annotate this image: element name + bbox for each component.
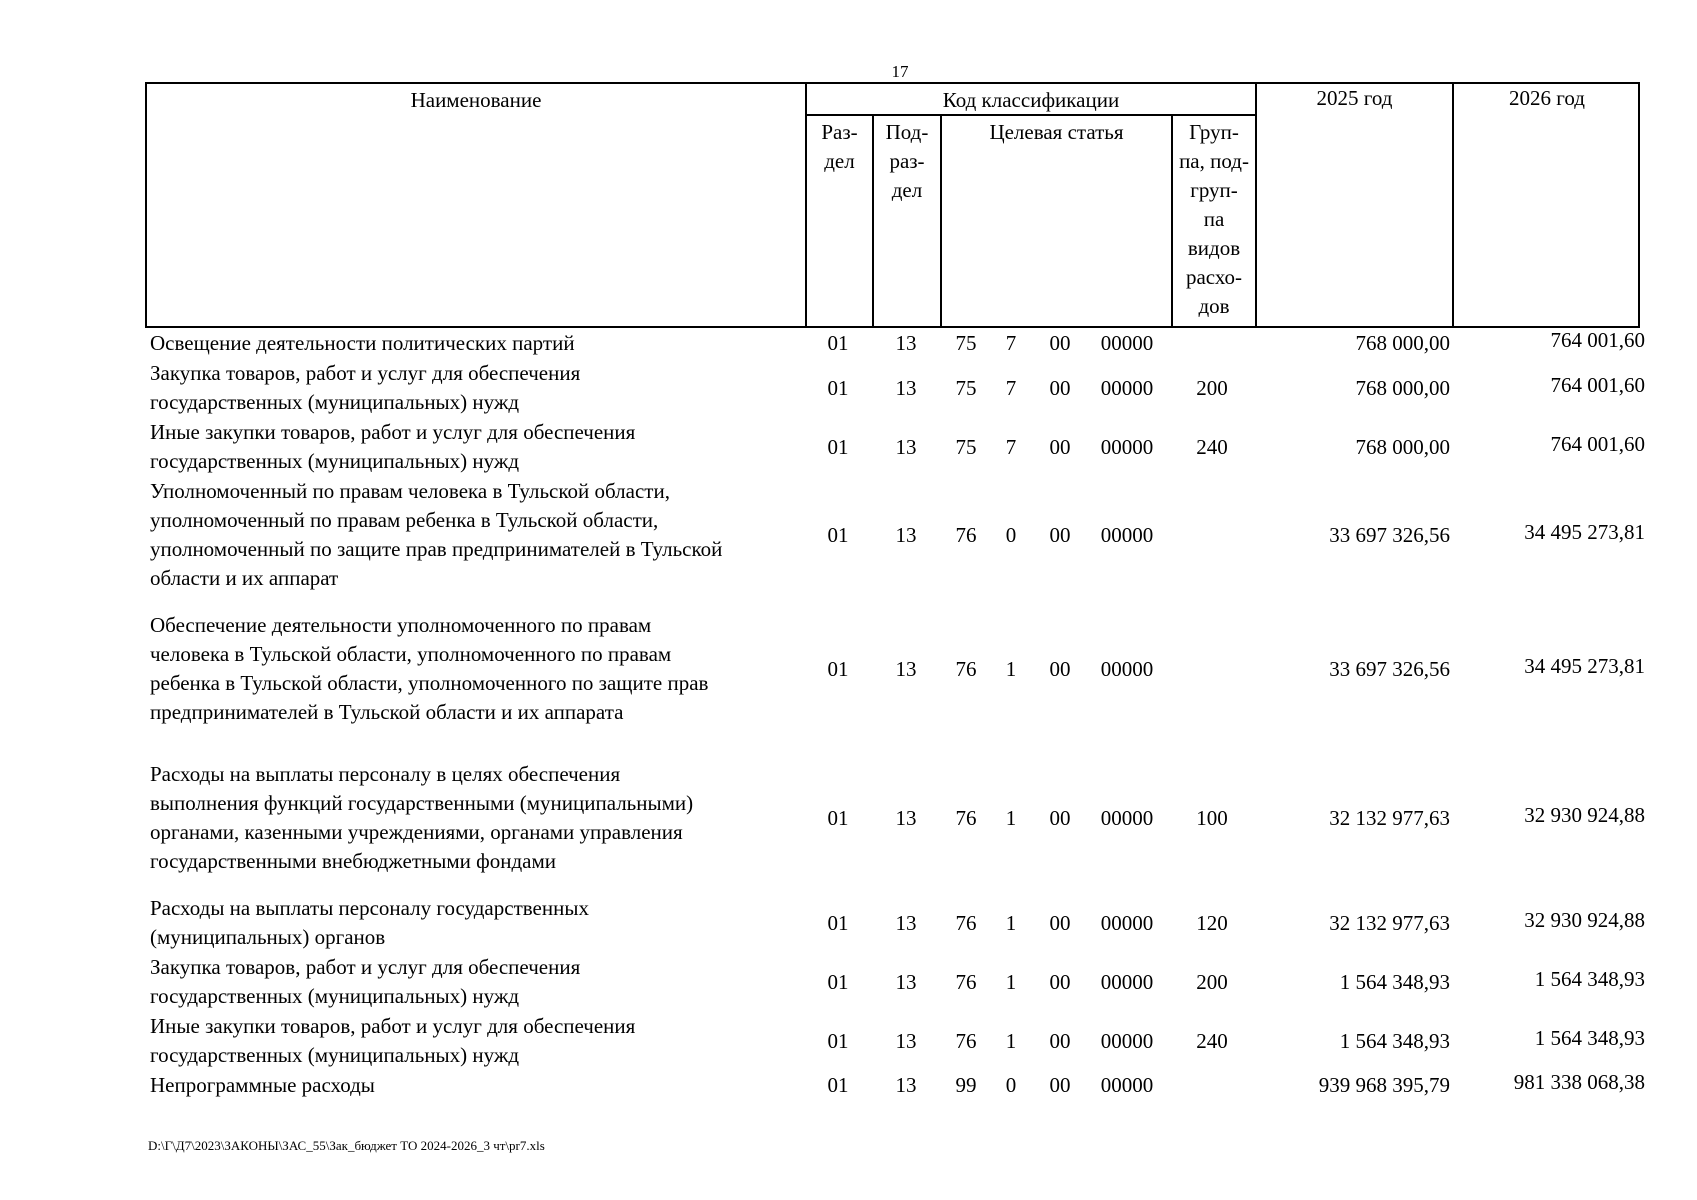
row-target-part1: 76 xyxy=(955,970,977,994)
row-group: 120 xyxy=(1196,911,1228,935)
row-amount-2025: 768 000,00 xyxy=(1355,435,1450,459)
row-amount-2026: 32 930 924,88 xyxy=(1524,803,1645,827)
row-target-part4: 00000 xyxy=(1100,331,1154,355)
row-target-part1: 76 xyxy=(955,523,977,547)
row-amount-2026: 34 495 273,81 xyxy=(1524,654,1645,678)
row-razdel: 01 xyxy=(827,806,849,830)
row-podrazdel: 13 xyxy=(895,657,917,681)
row-podrazdel: 13 xyxy=(895,331,917,355)
row-name-line: выполнения функций государственными (муниципальными) xyxy=(150,791,694,815)
row-amount-2026: 764 001,60 xyxy=(1550,373,1645,397)
row-name-line: Уполномоченный по правам человека в Тульской области, xyxy=(150,479,670,503)
header-razdel xyxy=(807,118,872,176)
row-group: 240 xyxy=(1196,435,1228,459)
row-target-part2: 7 xyxy=(1005,331,1017,355)
row-name xyxy=(150,418,800,476)
row-razdel: 01 xyxy=(827,1029,849,1053)
row-name xyxy=(150,1071,800,1100)
row-name-line: Закупка товаров, работ и услуг для обеспечения xyxy=(150,955,581,979)
row-name-line: уполномоченный по правам ребенка в Тульской области, xyxy=(150,508,659,532)
row-amount-2025: 768 000,00 xyxy=(1355,376,1450,400)
row-group: 200 xyxy=(1196,970,1228,994)
header-name: Наименование xyxy=(410,88,542,112)
row-target-part4: 00000 xyxy=(1100,1073,1154,1097)
divider xyxy=(1452,84,1454,328)
header-group-line: Груп- xyxy=(1189,120,1239,144)
row-razdel: 01 xyxy=(827,435,849,459)
row-name xyxy=(150,1012,800,1070)
row-amount-2025: 32 132 977,63 xyxy=(1329,806,1450,830)
row-target-part1: 76 xyxy=(955,806,977,830)
row-podrazdel: 13 xyxy=(895,806,917,830)
row-target-part1: 99 xyxy=(955,1073,977,1097)
row-target-part2: 0 xyxy=(1005,1073,1017,1097)
row-target-part1: 76 xyxy=(955,657,977,681)
header-group-line: па, под- xyxy=(1179,149,1249,173)
header-year-2025: 2025 год xyxy=(1316,86,1393,110)
row-name xyxy=(150,611,800,727)
row-target-part2: 1 xyxy=(1005,1029,1017,1053)
row-group: 240 xyxy=(1196,1029,1228,1053)
row-name xyxy=(150,953,800,1011)
row-name-line: предпринимателей в Тульской области и их аппарата xyxy=(150,700,624,724)
row-target-part4: 00000 xyxy=(1100,523,1154,547)
header-group-line: груп- xyxy=(1190,178,1238,202)
row-razdel: 01 xyxy=(827,657,849,681)
row-amount-2026: 981 338 068,38 xyxy=(1513,1070,1645,1094)
row-target-part4: 00000 xyxy=(1100,1029,1154,1053)
row-target-part2: 7 xyxy=(1005,435,1017,459)
row-amount-2026: 32 930 924,88 xyxy=(1524,908,1645,932)
row-name-line: государственных (муниципальных) нужд xyxy=(150,449,520,473)
row-name-line: Расходы на выплаты персоналу в целях обеспечения xyxy=(150,762,621,786)
header-razdel-line: дел xyxy=(824,149,855,173)
header-podrazdel-line: Под- xyxy=(885,120,929,144)
row-target-part4: 00000 xyxy=(1100,970,1154,994)
row-target-part3: 00 xyxy=(1049,806,1071,830)
row-amount-2026: 34 495 273,81 xyxy=(1524,520,1645,544)
row-name-line: Освещение деятельности политических партий xyxy=(150,331,575,355)
row-target-part3: 00 xyxy=(1049,523,1071,547)
row-podrazdel: 13 xyxy=(895,1073,917,1097)
header-group xyxy=(1173,118,1255,321)
row-podrazdel: 13 xyxy=(895,970,917,994)
page-number: 17 xyxy=(891,62,909,81)
row-name-line: человека в Тульской области, уполномоченного по правам xyxy=(150,642,672,666)
row-target-part2: 7 xyxy=(1005,376,1017,400)
row-amount-2026: 1 564 348,93 xyxy=(1534,1026,1645,1050)
row-target-part3: 00 xyxy=(1049,331,1071,355)
header-podrazdel-line: раз- xyxy=(889,149,925,173)
row-target-part1: 76 xyxy=(955,1029,977,1053)
row-name-line: государственных (муниципальных) нужд xyxy=(150,1043,520,1067)
row-target-part4: 00000 xyxy=(1100,435,1154,459)
row-name-line: Непрограммные расходы xyxy=(150,1073,375,1097)
row-name xyxy=(150,760,800,876)
header-podrazdel-line: дел xyxy=(891,178,923,202)
row-name-line: Закупка товаров, работ и услуг для обеспечения xyxy=(150,361,581,385)
row-target-part4: 00000 xyxy=(1100,911,1154,935)
row-target-part2: 1 xyxy=(1005,657,1017,681)
row-name xyxy=(150,329,800,358)
row-amount-2025: 33 697 326,56 xyxy=(1329,523,1450,547)
row-podrazdel: 13 xyxy=(895,435,917,459)
row-name-line: Иные закупки товаров, работ и услуг для обеспечения xyxy=(150,1014,636,1038)
row-name-line: области и их аппарат xyxy=(150,566,339,590)
row-target-part2: 1 xyxy=(1005,970,1017,994)
row-target-part1: 75 xyxy=(955,376,977,400)
row-target-part3: 00 xyxy=(1049,657,1071,681)
row-target-part3: 00 xyxy=(1049,1029,1071,1053)
row-amount-2025: 1 564 348,93 xyxy=(1339,970,1450,994)
row-name-line: Иные закупки товаров, работ и услуг для обеспечения xyxy=(150,420,636,444)
row-podrazdel: 13 xyxy=(895,1029,917,1053)
header-target-article: Целевая статья xyxy=(989,120,1124,144)
header-year-2026: 2026 год xyxy=(1509,86,1585,110)
row-target-part3: 00 xyxy=(1049,376,1071,400)
header-group-line: па xyxy=(1203,207,1225,231)
row-name xyxy=(150,894,800,952)
row-amount-2025: 768 000,00 xyxy=(1355,331,1450,355)
row-target-part1: 75 xyxy=(955,435,977,459)
header-classification-code: Код классификации xyxy=(942,88,1120,112)
file-path-footer: D:\Г\Д7\2023\ЗАКОНЫ\ЗАС_55\Зак_бюджет ТО 2024-2026_3 чт\pr7.xls xyxy=(148,1138,545,1153)
row-target-part4: 00000 xyxy=(1100,376,1154,400)
row-target-part2: 1 xyxy=(1005,911,1017,935)
row-razdel: 01 xyxy=(827,911,849,935)
row-name-line: (муниципальных) органов xyxy=(150,925,386,949)
row-name-line: ребенка в Тульской области, уполномоченного по защите прав xyxy=(150,671,709,695)
row-amount-2025: 939 968 395,79 xyxy=(1318,1073,1450,1097)
row-name xyxy=(150,359,800,417)
header-group-line: дов xyxy=(1198,294,1230,318)
row-podrazdel: 13 xyxy=(895,376,917,400)
row-target-part3: 00 xyxy=(1049,970,1071,994)
row-name-line: Обеспечение деятельности уполномоченного по правам xyxy=(150,613,652,637)
row-amount-2025: 33 697 326,56 xyxy=(1329,657,1450,681)
header-podrazdel xyxy=(874,118,940,205)
row-amount-2026: 764 001,60 xyxy=(1550,328,1645,352)
divider xyxy=(1255,84,1257,328)
row-podrazdel: 13 xyxy=(895,523,917,547)
row-target-part1: 76 xyxy=(955,911,977,935)
row-group: 100 xyxy=(1196,806,1228,830)
row-target-part4: 00000 xyxy=(1100,806,1154,830)
row-name xyxy=(150,477,800,593)
row-name-line: государственных (муниципальных) нужд xyxy=(150,984,520,1008)
row-razdel: 01 xyxy=(827,1073,849,1097)
row-name-line: органами, казенными учреждениями, органами управления xyxy=(150,820,683,844)
row-name-line: уполномоченный по защите прав предпринимателей в Тульской xyxy=(150,537,723,561)
row-amount-2026: 1 564 348,93 xyxy=(1534,967,1645,991)
row-amount-2025: 1 564 348,93 xyxy=(1339,1029,1450,1053)
row-podrazdel: 13 xyxy=(895,911,917,935)
row-target-part4: 00000 xyxy=(1100,657,1154,681)
header-group-line: расхо- xyxy=(1185,265,1243,289)
header-group-line: видов xyxy=(1187,236,1241,260)
row-razdel: 01 xyxy=(827,970,849,994)
row-target-part1: 75 xyxy=(955,331,977,355)
row-name-line: государственными внебюджетными фондами xyxy=(150,849,557,873)
row-target-part2: 1 xyxy=(1005,806,1017,830)
row-razdel: 01 xyxy=(827,523,849,547)
row-target-part3: 00 xyxy=(1049,911,1071,935)
row-name-line: Расходы на выплаты персоналу государственных xyxy=(150,896,589,920)
row-amount-2025: 32 132 977,63 xyxy=(1329,911,1450,935)
row-amount-2026: 764 001,60 xyxy=(1550,432,1645,456)
table-header xyxy=(145,82,1640,328)
row-group: 200 xyxy=(1196,376,1228,400)
row-target-part3: 00 xyxy=(1049,1073,1071,1097)
row-target-part3: 00 xyxy=(1049,435,1071,459)
row-razdel: 01 xyxy=(827,331,849,355)
row-razdel: 01 xyxy=(827,376,849,400)
header-razdel-line: Раз- xyxy=(821,120,858,144)
row-name-line: государственных (муниципальных) нужд xyxy=(150,390,520,414)
row-target-part2: 0 xyxy=(1005,523,1017,547)
